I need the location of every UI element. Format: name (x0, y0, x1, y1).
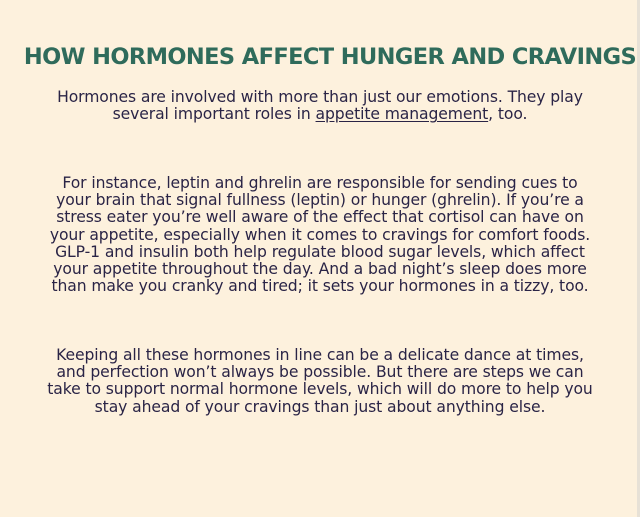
intro-line-1: Hormones are involved with more than just our emotions. They play (57, 88, 583, 106)
conclusion-paragraph (0, 347, 640, 416)
intro-line-2-start: several important roles in (112, 105, 316, 124)
article-title: HOW HORMONES AFFECT HUNGER AND CRAVINGS (23, 44, 637, 70)
paragraph-line: For instance, leptin and ghrelin are responsible for sending cues to (62, 174, 578, 192)
appetite-management-link[interactable]: appetite management (315, 105, 489, 124)
paragraph-line: stay ahead of your cravings than just about anything else. (94, 397, 546, 416)
paragraph-line: GLP-1 and insulin both help regulate blood sugar levels, which affect (55, 242, 585, 261)
intro-line-2 (0, 106, 640, 123)
paragraph-line: your brain that signal fullness (leptin) or hunger (ghrelin). If you’re a (56, 191, 584, 210)
paragraph-line: than make you cranky and tired; it sets your hormones in a tizzy, too. (51, 277, 589, 296)
hormones-paragraph (0, 175, 640, 295)
intro-line-2-end: , too. (488, 105, 528, 124)
paragraph-line: Keeping all these hormones in line can be a delicate dance at times, (56, 346, 584, 364)
paragraph-line: and perfection won’t always be possible. But there are steps we can (56, 363, 584, 382)
paragraph-line: your appetite, especially when it comes to cravings for comfort foods. (49, 225, 591, 244)
paragraph-line: your appetite throughout the day. And a bad night’s sleep does more (53, 260, 587, 279)
paragraph-line: take to support normal hormone levels, which will do more to help you (47, 380, 593, 399)
intro-paragraph (0, 89, 640, 123)
paragraph-line: stress eater you’re well aware of the effect that cortisol can have on (56, 208, 584, 227)
